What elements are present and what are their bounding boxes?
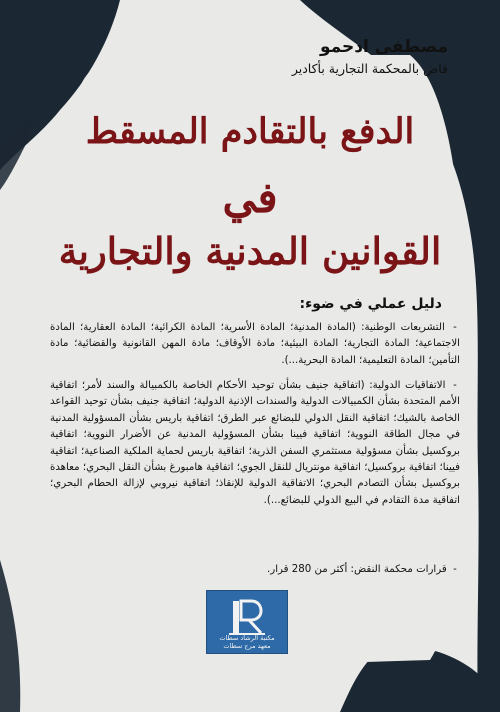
section-international-conventions [50, 378, 460, 509]
publisher-logo [206, 590, 288, 654]
book-title-line-1: الدفع بالتقادم المسقط [85, 111, 415, 152]
book-title-line-3: القوانين المدنية والتجارية [58, 229, 442, 273]
bullet-dash: - [453, 564, 457, 575]
guide-heading: دليل عملي في ضوء: [299, 296, 442, 312]
author-name: مصطفى ادحمو [319, 37, 448, 57]
section-court-decisions [50, 562, 460, 578]
author-role: قاض بالمحكمة التجارية بأكادير [291, 61, 448, 76]
section-text: قرارات محكمة النقض: أكثر من 280 قرار. [267, 564, 447, 575]
publisher-line-1: مكتبة الرشاد سطات [219, 634, 275, 642]
book-title-line-2: في [222, 173, 278, 222]
publisher-line-2: معهد مرج سطات [223, 641, 271, 650]
bullet-dash: - [453, 322, 457, 333]
section-text: الاتفاقيات الدولية: (اتفاقية جنيف بشأن توحيد الأحكام الخاصة بالكمبيالة والسند لأمر؛ اتفاقية الأمم المتحدة بشأن الكمبيالات الدولية والسندات الإذنية الدولية؛ اتفاقية جنيف بشأن توحيد القواعد الخاصة بالشيك؛ اتفاقية النقل الدولي للبضائع عبر الطرق؛ اتفاقية باريس بشأن المسؤولية المدنية في مجال الطاقة النووية؛ اتفاقية فيينا بشأن المسؤولية المدنية عن الأضرار النووية؛ اتفاقية بروكسيل بشأن مسؤولية مستثمري السفن الذرية؛ اتفاقية باريس لحماية الملكية الصناعية؛ اتفاقية فيينا؛ اتفاقية بروكسيل؛ اتفاقية مونتريال للنقل الجوي؛ اتفاقية هامبورغ بشأن النقل البحري؛ معاهدة بروكسيل بشأن التصادم البحري؛ الاتفاقية الدولية للإنقاذ؛ اتفاقية نيروبي لإزالة الحطام البحري؛ اتفاقية مدة التقادم في البيع الدولي للبضائع...). [50, 380, 460, 506]
section-text: التشريعات الوطنية: (المادة المدنية؛ المادة الأسرية؛ المادة الكرائية؛ المادة العقارية؛ المادة الاجتماعية؛ المادة التجارية؛ المادة البيئية؛ مادة الأوقاف؛ مادة المهن القانونية والقضائية؛ مادة التأمين؛ المادة التعليمية؛ المادة البحرية...). [50, 322, 460, 366]
bullet-dash: - [453, 380, 457, 391]
section-national-legislation [50, 320, 460, 369]
author-block [218, 36, 448, 78]
publisher-monogram-icon [227, 597, 267, 637]
publisher-text [209, 635, 285, 650]
